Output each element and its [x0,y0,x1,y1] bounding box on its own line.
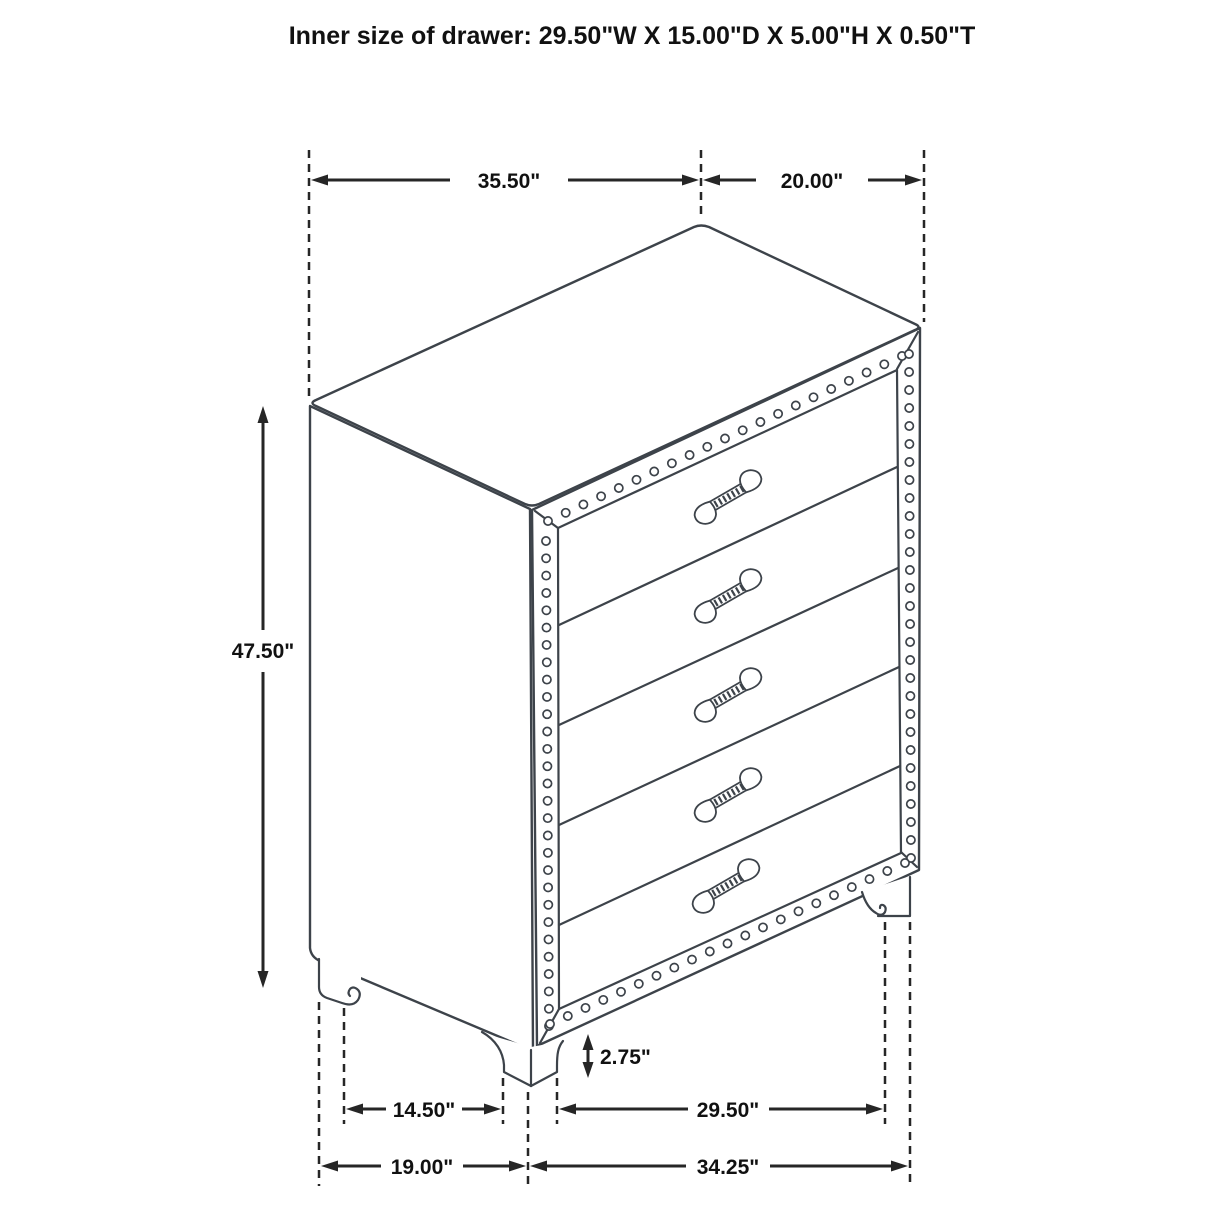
nailhead-icon [905,404,913,412]
nailhead-icon [543,727,551,735]
nailhead-icon [906,710,914,718]
dim-overall-height-label: 47.50" [231,640,295,663]
dim-bottom-side-total-label: 19.00" [390,1156,454,1179]
nailhead-icon [650,467,658,475]
dim-foot-height-label: 2.75" [600,1046,651,1069]
nailhead-icon [809,393,817,401]
nailhead-icon [905,440,913,448]
nailhead-icon [545,987,553,995]
nailhead-icon [545,953,553,961]
nailhead-icon [906,494,914,502]
nailhead-icon [543,693,551,701]
nailhead-icon [794,907,802,915]
nailhead-icon [543,762,551,770]
nailhead-icon [907,764,915,772]
nailhead-icon [906,584,914,592]
nailhead-icon [543,658,551,666]
nailhead-icon [543,710,551,718]
nailhead-icon [905,386,913,394]
nailhead-icon [906,674,914,682]
nailhead-icon [880,360,888,368]
nailhead-icon [615,484,623,492]
nailhead-icon [597,492,605,500]
nailhead-icon [905,422,913,430]
nailhead-icon [905,458,913,466]
nailhead-icon [883,867,891,875]
nailhead-icon [907,800,915,808]
nailhead-icon [905,476,913,484]
dim-bottom-front-total [530,1156,908,1179]
nailhead-icon [581,1004,589,1012]
nailhead-icon [686,451,694,459]
nailhead-icon [906,512,914,520]
dim-overall-height [232,406,295,988]
nailhead-icon [827,385,835,393]
nailhead-icon [543,641,551,649]
nailhead-icon [668,459,676,467]
nailhead-icon [906,566,914,574]
dim-bottom-drawer-span-label: 29.50" [696,1099,760,1122]
nailhead-icon [774,410,782,418]
nailhead-icon [905,368,913,376]
nailhead-icon [544,814,552,822]
nailhead-icon [635,980,643,988]
nailhead-icon [739,426,747,434]
nailhead-icon [542,624,550,632]
nailhead-icon [906,728,914,736]
chest-artwork [310,226,920,1087]
nailhead-icon [723,939,731,947]
nailhead-icon [562,509,570,517]
nailhead-icon [670,964,678,972]
nailhead-icon [756,418,764,426]
nailhead-icon [599,996,607,1004]
nailhead-icon [546,1020,554,1028]
nailhead-icon [865,875,873,883]
nailhead-icon [579,500,587,508]
nailhead-icon [703,443,711,451]
nailhead-icon [545,1005,553,1013]
nailhead-icon [906,692,914,700]
dim-top-depth-label: 20.00" [780,170,844,193]
nailhead-icon [652,972,660,980]
nailhead-icon [544,517,552,525]
dim-bottom-drawer-span [559,1099,883,1122]
nailhead-icon [741,931,749,939]
nailhead-icon [617,988,625,996]
nailhead-icon [830,891,838,899]
nailhead-icon [564,1012,572,1020]
nailhead-icon [542,537,550,545]
nailhead-icon [544,866,552,874]
dim-bottom-side-span-label: 14.50" [392,1099,456,1122]
nailhead-icon [544,935,552,943]
nailhead-icon [907,782,915,790]
nailhead-icon [906,602,914,610]
nailhead-icon [542,572,550,580]
dim-bottom-side-total [321,1156,526,1179]
nailhead-icon [812,899,820,907]
dim-top-width-label: 35.50" [477,170,541,193]
dim-bottom-front-total-label: 34.25" [696,1156,760,1179]
nailhead-icon [542,554,550,562]
nailhead-icon [907,746,915,754]
nailhead-icon [544,849,552,857]
nailhead-icon [905,350,913,358]
nailhead-icon [706,947,714,955]
nailhead-icon [544,901,552,909]
dim-top-depth [703,170,922,193]
nailhead-icon [792,401,800,409]
nailhead-icon [544,883,552,891]
nailhead-icon [907,818,915,826]
nailhead-icon [542,606,550,614]
chest-left-face [310,406,533,1051]
nailhead-icon [863,368,871,376]
dim-bottom-side-span [346,1099,501,1122]
nailhead-icon [906,656,914,664]
nailhead-icon [544,831,552,839]
dim-top-width [311,170,699,193]
nailhead-icon [845,377,853,385]
nailhead-icon [543,745,551,753]
nailhead-icon [545,970,553,978]
nailhead-icon [906,548,914,556]
dim-foot-height [583,1034,651,1078]
nailhead-icon [759,923,767,931]
nailhead-icon [906,620,914,628]
nailhead-icon [901,859,909,867]
nailhead-icon [543,676,551,684]
nailhead-icon [632,476,640,484]
nailhead-icon [688,956,696,964]
nailhead-icon [544,797,552,805]
nailhead-icon [542,589,550,597]
nailhead-icon [848,883,856,891]
nailhead-icon [907,836,915,844]
nailhead-icon [543,779,551,787]
nailhead-icon [544,918,552,926]
nailhead-icon [906,638,914,646]
nailhead-icon [721,434,729,442]
nailhead-icon [906,530,914,538]
nailhead-icon [777,915,785,923]
page-title: Inner size of drawer: 29.50"W X 15.00"D X 5.00"H X 0.50"T [288,22,976,50]
